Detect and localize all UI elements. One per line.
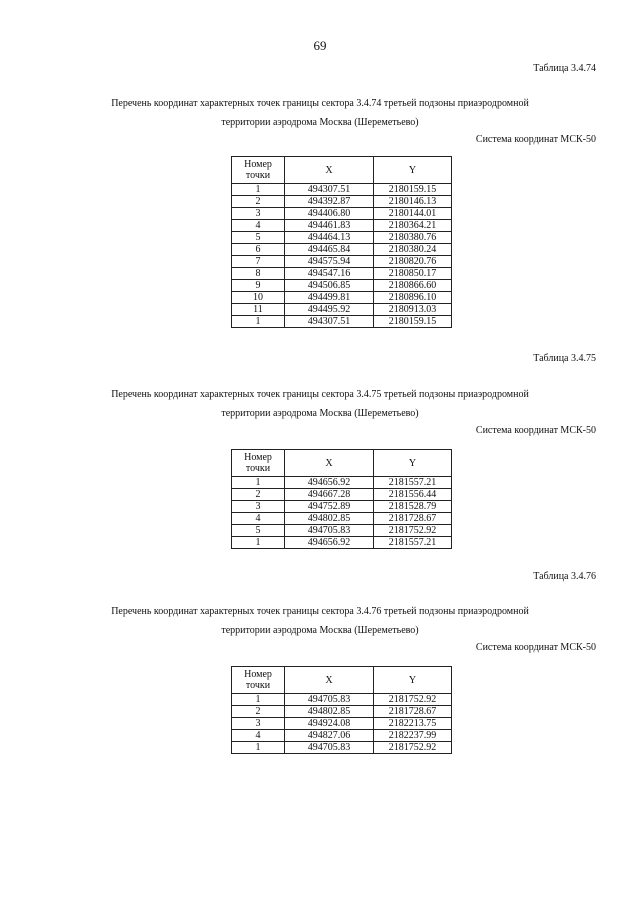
- column-header-x: X: [285, 450, 374, 477]
- y-coordinate-cell: 2181752.92: [374, 742, 452, 754]
- table-label: Таблица 3.4.76: [533, 571, 596, 582]
- heading-line-2: территории аэродрома Москва (Шереметьево): [221, 117, 419, 128]
- table-body: [232, 694, 452, 754]
- table-header-row: [232, 157, 452, 184]
- point-number-cell: 3: [232, 501, 285, 513]
- x-coordinate-cell: 494547.16: [285, 268, 374, 280]
- table-row: [232, 316, 452, 328]
- x-coordinate-cell: 494464.13: [285, 232, 374, 244]
- table-row: [232, 742, 452, 754]
- table-row: [232, 304, 452, 316]
- heading-line-1: Перечень координат характерных точек границы сектора 3.4.76 третьей подзоны приаэродромной: [111, 606, 529, 617]
- y-coordinate-cell: 2180913.03: [374, 304, 452, 316]
- x-coordinate-cell: 494705.83: [285, 694, 374, 706]
- table-heading: [0, 602, 640, 640]
- point-number-cell: 3: [232, 718, 285, 730]
- x-coordinate-cell: 494705.83: [285, 742, 374, 754]
- table-label: Таблица 3.4.75: [533, 353, 596, 364]
- y-coordinate-cell: 2180380.76: [374, 232, 452, 244]
- table-row: [232, 718, 452, 730]
- y-coordinate-cell: 2180380.24: [374, 244, 452, 256]
- point-number-cell: 9: [232, 280, 285, 292]
- x-coordinate-cell: 494656.92: [285, 537, 374, 549]
- y-coordinate-cell: 2180866.60: [374, 280, 452, 292]
- point-number-cell: 4: [232, 220, 285, 232]
- x-coordinate-cell: 494461.83: [285, 220, 374, 232]
- y-coordinate-cell: 2180820.76: [374, 256, 452, 268]
- y-coordinate-cell: 2180146.13: [374, 196, 452, 208]
- table-row: [232, 477, 452, 489]
- table-label: Таблица 3.4.74: [533, 63, 596, 74]
- column-header-point-number: Номер точки: [232, 667, 285, 694]
- table-row: [232, 220, 452, 232]
- table-body: [232, 184, 452, 328]
- point-number-cell: 10: [232, 292, 285, 304]
- table-row: [232, 256, 452, 268]
- y-coordinate-cell: 2182213.75: [374, 718, 452, 730]
- column-header-point-number: Номер точки: [232, 157, 285, 184]
- point-number-cell: 8: [232, 268, 285, 280]
- x-coordinate-cell: 494307.51: [285, 316, 374, 328]
- table-row: [232, 513, 452, 525]
- y-coordinate-cell: 2181557.21: [374, 537, 452, 549]
- table-row: [232, 292, 452, 304]
- table-header-row: [232, 667, 452, 694]
- point-number-cell: 4: [232, 730, 285, 742]
- y-coordinate-cell: 2181528.79: [374, 501, 452, 513]
- coordinates-table: [231, 156, 452, 328]
- point-number-cell: 2: [232, 489, 285, 501]
- table-heading: [0, 385, 640, 423]
- heading-line-2: территории аэродрома Москва (Шереметьево): [221, 625, 419, 636]
- coordinate-system-label: Система координат МСК-50: [475, 425, 596, 436]
- x-coordinate-cell: 494506.85: [285, 280, 374, 292]
- coordinate-system-label: Система координат МСК-50: [475, 134, 596, 145]
- heading-line-1: Перечень координат характерных точек границы сектора 3.4.75 третьей подзоны приаэродромной: [111, 389, 529, 400]
- table-row: [232, 501, 452, 513]
- table-header-row: [232, 450, 452, 477]
- table-row: [232, 232, 452, 244]
- x-coordinate-cell: 494924.08: [285, 718, 374, 730]
- column-header-y: Y: [374, 157, 452, 184]
- table-row: [232, 706, 452, 718]
- point-number-cell: 1: [232, 742, 285, 754]
- y-coordinate-cell: 2180364.21: [374, 220, 452, 232]
- point-number-cell: 5: [232, 525, 285, 537]
- heading-line-1: Перечень координат характерных точек границы сектора 3.4.74 третьей подзоны приаэродромной: [111, 98, 529, 109]
- point-number-cell: 5: [232, 232, 285, 244]
- x-coordinate-cell: 494827.06: [285, 730, 374, 742]
- table-row: [232, 280, 452, 292]
- point-number-cell: 11: [232, 304, 285, 316]
- point-number-cell: 1: [232, 537, 285, 549]
- y-coordinate-cell: 2181752.92: [374, 694, 452, 706]
- x-coordinate-cell: 494705.83: [285, 525, 374, 537]
- y-coordinate-cell: 2180850.17: [374, 268, 452, 280]
- point-number-cell: 1: [232, 184, 285, 196]
- table-row: [232, 525, 452, 537]
- column-header-x: X: [285, 667, 374, 694]
- table-row: [232, 730, 452, 742]
- point-number-cell: 6: [232, 244, 285, 256]
- point-number-cell: 4: [232, 513, 285, 525]
- column-header-point-number: Номер точки: [232, 450, 285, 477]
- x-coordinate-cell: 494656.92: [285, 477, 374, 489]
- table-row: [232, 208, 452, 220]
- y-coordinate-cell: 2182237.99: [374, 730, 452, 742]
- point-number-cell: 2: [232, 706, 285, 718]
- y-coordinate-cell: 2181752.92: [374, 525, 452, 537]
- coordinates-table: [231, 666, 452, 754]
- x-coordinate-cell: 494499.81: [285, 292, 374, 304]
- x-coordinate-cell: 494495.92: [285, 304, 374, 316]
- column-header-y: Y: [374, 450, 452, 477]
- y-coordinate-cell: 2181557.21: [374, 477, 452, 489]
- x-coordinate-cell: 494575.94: [285, 256, 374, 268]
- table-row: [232, 244, 452, 256]
- point-number-cell: 7: [232, 256, 285, 268]
- x-coordinate-cell: 494406.80: [285, 208, 374, 220]
- point-number-cell: 1: [232, 694, 285, 706]
- y-coordinate-cell: 2180159.15: [374, 184, 452, 196]
- table-row: [232, 537, 452, 549]
- x-coordinate-cell: 494802.85: [285, 513, 374, 525]
- point-number-cell: 2: [232, 196, 285, 208]
- y-coordinate-cell: 2180159.15: [374, 316, 452, 328]
- y-coordinate-cell: 2181728.67: [374, 706, 452, 718]
- table-row: [232, 184, 452, 196]
- column-header-y: Y: [374, 667, 452, 694]
- point-number-cell: 1: [232, 316, 285, 328]
- y-coordinate-cell: 2180896.10: [374, 292, 452, 304]
- column-header-x: X: [285, 157, 374, 184]
- page-number: 69: [313, 38, 327, 53]
- heading-line-2: территории аэродрома Москва (Шереметьево): [221, 408, 419, 419]
- coordinates-table: [231, 449, 452, 549]
- y-coordinate-cell: 2181556.44: [374, 489, 452, 501]
- table-row: [232, 694, 452, 706]
- x-coordinate-cell: 494392.87: [285, 196, 374, 208]
- x-coordinate-cell: 494802.85: [285, 706, 374, 718]
- x-coordinate-cell: 494465.84: [285, 244, 374, 256]
- table-body: [232, 477, 452, 549]
- x-coordinate-cell: 494752.89: [285, 501, 374, 513]
- table-row: [232, 196, 452, 208]
- x-coordinate-cell: 494667.28: [285, 489, 374, 501]
- x-coordinate-cell: 494307.51: [285, 184, 374, 196]
- point-number-cell: 1: [232, 477, 285, 489]
- coordinate-system-label: Система координат МСК-50: [475, 642, 596, 653]
- point-number-cell: 3: [232, 208, 285, 220]
- table-row: [232, 489, 452, 501]
- y-coordinate-cell: 2180144.01: [374, 208, 452, 220]
- table-heading: [0, 94, 640, 132]
- table-row: [232, 268, 452, 280]
- y-coordinate-cell: 2181728.67: [374, 513, 452, 525]
